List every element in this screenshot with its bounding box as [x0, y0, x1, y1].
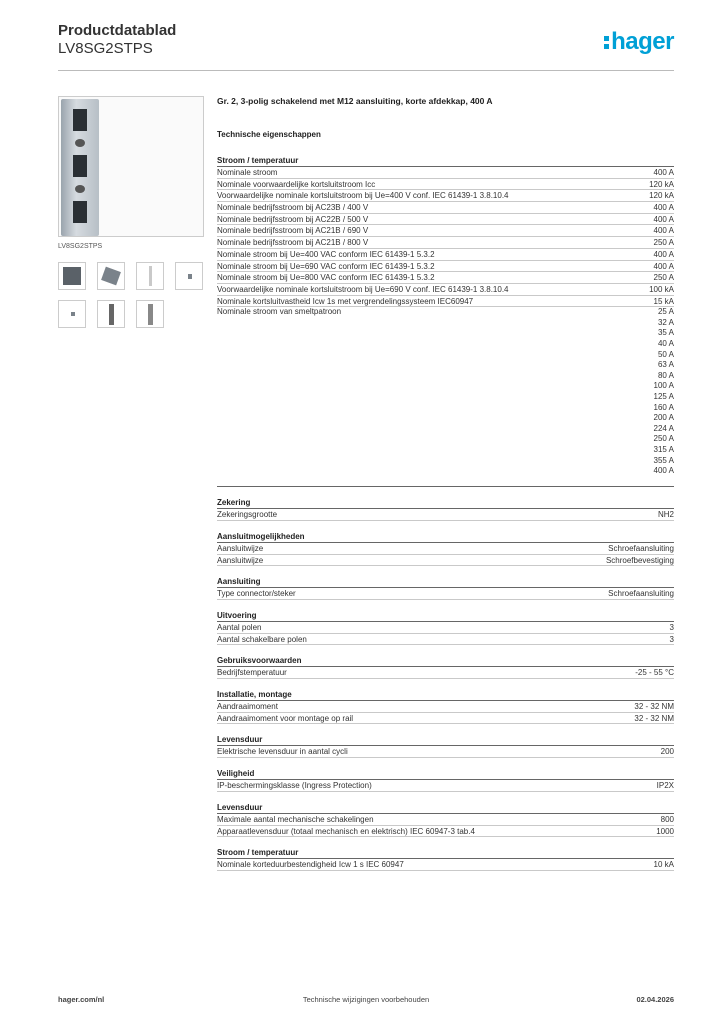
- thumbnail-1[interactable]: [58, 262, 86, 290]
- spec-label: Aandraaimoment voor montage op rail: [217, 713, 354, 723]
- fuse-rating-value: 80 A: [657, 370, 674, 380]
- hager-logo: [604, 28, 674, 56]
- fuse-rating-value: 40 A: [657, 339, 674, 349]
- fuse-rating-value: 32 A: [657, 317, 674, 327]
- spec-section: [217, 802, 674, 837]
- logo-text: hager: [611, 28, 674, 55]
- spec-row: [217, 543, 674, 555]
- section-title: Uitvoering: [217, 610, 674, 622]
- footer-date: 02.04.2026: [636, 995, 674, 1004]
- image-caption: LV8SG2STPS: [58, 243, 103, 250]
- section-title: Veiligheid: [217, 768, 674, 780]
- spec-value: 32 - 32 NM: [634, 702, 674, 712]
- section-title: Levensduur: [217, 802, 674, 814]
- spec-row: [217, 826, 674, 838]
- spec-label: Nominale kortsluitvastheid Icw 1s met vergrendelingssysteem IEC60947: [217, 296, 474, 306]
- spec-value: Schroefaansluiting: [608, 589, 674, 599]
- spec-value: 200: [660, 747, 674, 757]
- spec-value: 400 A: [653, 226, 674, 236]
- spec-value: 120 kA: [649, 191, 674, 201]
- spec-label: Nominale korteduurbestendigheid Icw 1 s IEC 60947: [217, 860, 404, 870]
- footer-website[interactable]: hager.com/nl: [58, 995, 105, 1004]
- fuse-rating-value: 315 A: [653, 444, 674, 454]
- spec-row: [217, 237, 674, 249]
- spec-value: 400 A: [653, 214, 674, 224]
- section-title: Aansluiting: [217, 576, 674, 588]
- spec-label: Bedrijfstemperatuur: [217, 668, 287, 678]
- fuse-rating-value: 25 A: [657, 307, 674, 317]
- fuse-rating-value: 355 A: [653, 455, 674, 465]
- switch-disconnector-picture: [61, 99, 99, 236]
- spec-row: [217, 261, 674, 273]
- thumbnail-2[interactable]: [97, 262, 125, 290]
- spec-value: 100 kA: [649, 284, 674, 294]
- fuse-rating-value: 160 A: [653, 402, 674, 412]
- spec-value: 3: [669, 634, 674, 644]
- spec-value: NH2: [657, 510, 674, 520]
- spec-label: Apparaatlevensduur (totaal mechanisch en elektrisch) IEC 60947-3 tab.4: [217, 826, 475, 836]
- spec-row: [217, 746, 674, 758]
- header-divider: [58, 70, 674, 71]
- spec-row: [217, 713, 674, 725]
- spec-section: [217, 689, 674, 724]
- spec-sections: [217, 155, 674, 871]
- spec-label: Nominale bedrijfsstroom bij AC21B / 800 V: [217, 238, 369, 248]
- spec-row: [217, 225, 674, 237]
- spec-label: Aansluitwijze: [217, 543, 264, 553]
- fuse-rating-value: 250 A: [653, 434, 674, 444]
- footer-disclaimer: Technische wijzigingen voorbehouden: [302, 995, 430, 1004]
- spec-value: Schroefaansluiting: [608, 543, 674, 553]
- spec-row: [217, 190, 674, 202]
- section-title: Gebruiksvoorwaarden: [217, 655, 674, 667]
- fuse-ratings-list: [654, 307, 674, 484]
- spec-label: Nominale voorwaardelijke kortsluitstroom Icc: [217, 179, 376, 189]
- fuse-rating-value: 63 A: [657, 360, 674, 370]
- spec-label: Aandraaimoment: [217, 702, 278, 712]
- spec-value: Schroefbevestiging: [605, 555, 674, 565]
- spec-section: [217, 734, 674, 758]
- spec-label: Aansluitwijze: [217, 555, 264, 565]
- spec-label: Nominale stroom bij Ue=690 VAC conform IEC 61439-1 5.3.2: [217, 261, 435, 271]
- spec-value: 1000: [656, 826, 674, 836]
- document-title: Productdatablad: [58, 22, 177, 39]
- spec-section: [217, 655, 674, 679]
- fuse-rating-value: 100 A: [653, 381, 674, 391]
- spec-value: -25 - 55 °C: [635, 668, 674, 678]
- spec-label: Aantal polen: [217, 623, 262, 632]
- spec-row: [217, 622, 674, 634]
- spec-value: 400 A: [653, 203, 674, 213]
- spec-value: 32 - 32 NM: [634, 713, 674, 723]
- thumbnail-6[interactable]: [97, 300, 125, 328]
- section-title: Levensduur: [217, 734, 674, 746]
- spec-label: Nominale stroom van smeltpatroon: [217, 307, 342, 317]
- spec-row: [217, 296, 674, 308]
- section-title: Installatie, montage: [217, 689, 674, 701]
- fuse-rating-value: 200 A: [653, 413, 674, 423]
- spec-value: 400 A: [653, 261, 674, 271]
- spec-value: 10 kA: [653, 860, 674, 870]
- spec-row: [217, 780, 674, 792]
- spec-label: Zekeringsgrootte: [217, 510, 278, 520]
- spec-value: IP2X: [656, 781, 674, 791]
- spec-row: [217, 179, 674, 191]
- spec-section: [217, 768, 674, 792]
- section-title: Zekering: [217, 497, 674, 509]
- main-content: [217, 96, 674, 871]
- spec-row: [217, 249, 674, 261]
- spec-value: 3: [669, 623, 674, 632]
- spec-row: [217, 167, 674, 179]
- section-title: Stroom / temperatuur: [217, 847, 674, 859]
- spec-value: 15 kA: [653, 296, 674, 306]
- thumbnail-7[interactable]: [136, 300, 164, 328]
- spec-label: Maximale aantal mechanische schakelingen: [217, 814, 374, 824]
- section-title: Stroom / temperatuur: [217, 155, 674, 167]
- spec-label: Nominale bedrijfsstroom bij AC22B / 500 V: [217, 214, 369, 224]
- spec-section: [217, 155, 674, 487]
- spec-label: Elektrische levensduur in aantal cycli: [217, 747, 348, 757]
- spec-section: [217, 497, 674, 521]
- fuse-rating-value: 125 A: [653, 392, 674, 401]
- spec-label: IP-beschermingsklasse (Ingress Protection): [217, 781, 372, 791]
- spec-row: [217, 634, 674, 646]
- spec-section: [217, 531, 674, 566]
- spec-row: [217, 701, 674, 713]
- spec-value: 400 A: [653, 168, 674, 177]
- spec-row: [217, 214, 674, 226]
- spec-label: Nominale stroom bij Ue=800 VAC conform IEC 61439-1 5.3.2: [217, 273, 435, 283]
- spec-row: [217, 667, 674, 679]
- spec-value: 250 A: [653, 273, 674, 283]
- fuse-rating-value: 50 A: [657, 349, 674, 359]
- spec-row: [217, 509, 674, 521]
- spec-row: [217, 272, 674, 284]
- product-image: [58, 96, 204, 237]
- spec-row-multi: [217, 307, 674, 487]
- spec-label: Voorwaardelijke nominale kortsluitstroom bij Ue=400 V conf. IEC 61439-1 3.8.10.4: [217, 191, 509, 201]
- page-header: [58, 22, 678, 68]
- product-description: Gr. 2, 3-polig schakelend met M12 aansluiting, korte afdekkap, 400 A: [217, 96, 493, 106]
- spec-row: [217, 202, 674, 214]
- logo-dots-icon: [604, 33, 609, 52]
- thumbnail-4[interactable]: [175, 262, 203, 290]
- spec-section: [217, 576, 674, 600]
- thumbnail-3[interactable]: [136, 262, 164, 290]
- spec-label: Nominale bedrijfsstroom bij AC21B / 690 V: [217, 226, 369, 236]
- spec-label: Aantal schakelbare polen: [217, 634, 307, 644]
- spec-value: 400 A: [653, 249, 674, 259]
- tech-heading: Technische eigenschappen: [217, 130, 321, 139]
- spec-section: [217, 847, 674, 871]
- spec-value: 800: [660, 814, 674, 824]
- spec-label: Nominale stroom: [217, 168, 278, 177]
- fuse-rating-value: 224 A: [653, 423, 674, 433]
- thumbnail-5[interactable]: [58, 300, 86, 328]
- spec-label: Nominale stroom bij Ue=400 VAC conform IEC 61439-1 5.3.2: [217, 249, 435, 259]
- spec-row: [217, 555, 674, 567]
- spec-row: [217, 588, 674, 600]
- spec-row: [217, 859, 674, 871]
- fuse-rating-value: 35 A: [657, 328, 674, 338]
- spec-row: [217, 284, 674, 296]
- spec-label: Type connector/steker: [217, 589, 296, 599]
- spec-label: Voorwaardelijke nominale kortsluitstroom bij Ue=690 V conf. IEC 61439-1 3.8.10.4: [217, 284, 509, 294]
- section-title: Aansluitmogelijkheden: [217, 531, 674, 543]
- spec-row: [217, 814, 674, 826]
- spec-section: [217, 610, 674, 645]
- spec-value: 250 A: [653, 238, 674, 248]
- product-code: LV8SG2STPS: [58, 40, 153, 57]
- spec-label: Nominale bedrijfsstroom bij AC23B / 400 V: [217, 203, 369, 213]
- fuse-rating-value: 400 A: [653, 466, 674, 476]
- spec-value: 120 kA: [649, 179, 674, 189]
